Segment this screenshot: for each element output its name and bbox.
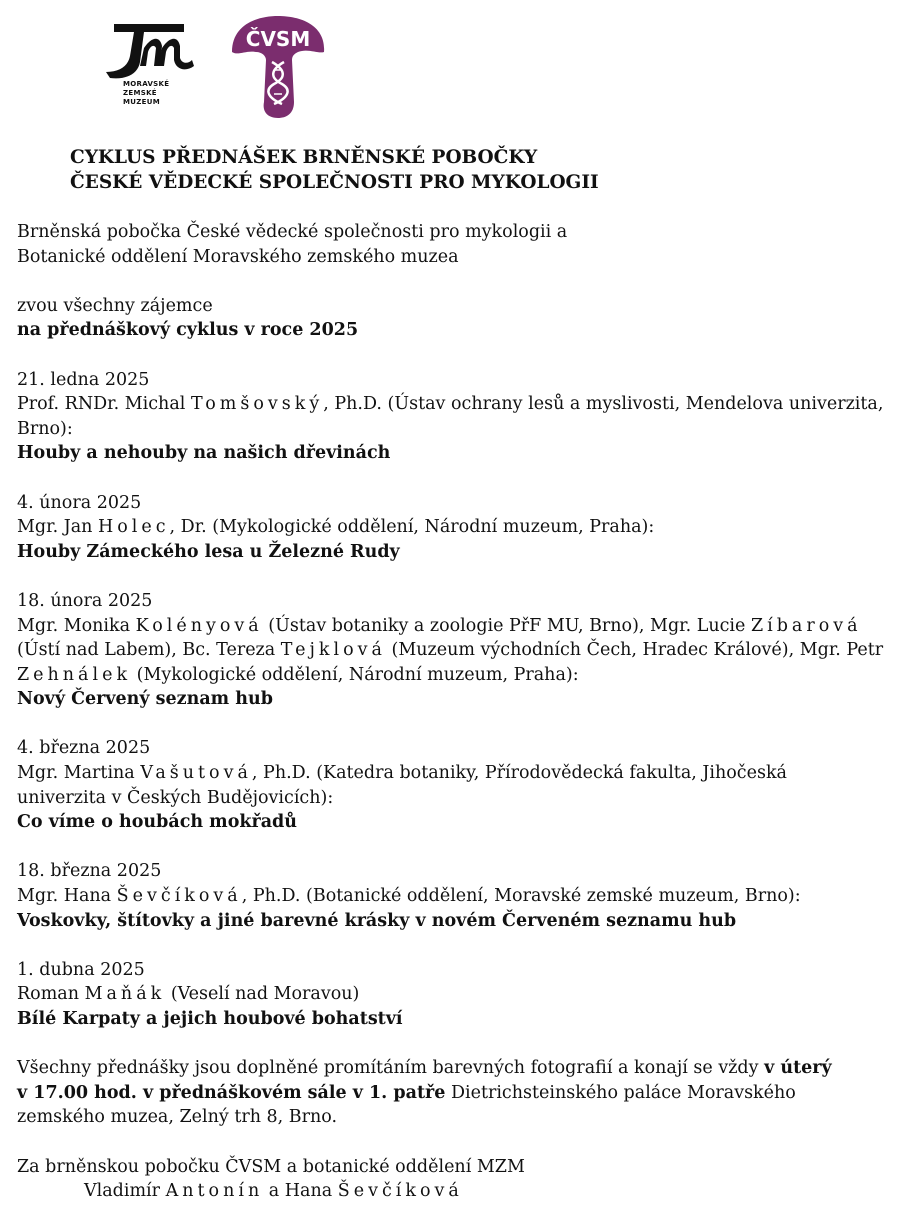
lecture-item [17,859,887,933]
lecture-date: 4. března 2025 [17,738,151,759]
cvsm-logo-text: ČVSM [245,27,311,51]
text-segment: zemského muzea, Zelný trh 8, Brno. [17,1107,338,1128]
spaced-surname: Zehnálek [17,664,132,685]
lecture-item [17,491,887,565]
text-segment: Brno): [17,418,73,439]
text-segment: a Hana [263,1181,338,1202]
lecture-speaker-line [17,884,887,909]
lecture-item [17,736,887,834]
intro-line-1: Brněnská pobočka České vědecké společnosti pro mykologii a [17,222,568,242]
lecture-speaker-line [17,663,887,688]
lecture-title: Voskovky, štítovky a jiné barevné krásky v novém Červeném seznamu hub [17,910,737,931]
mzm-text-line: ZEMSKÉ [123,89,157,97]
lecture-title: Nový Červený seznam hub [17,689,273,710]
text-segment: Mgr. Monika [17,615,136,636]
spaced-surname: Kolényová [135,615,263,636]
text-segment: (Ústí nad Labem), Bc. Tereza [17,640,281,661]
text-segment: , Ph.D. (Katedra botaniky, Přírodovědecká fakulta, Jihočeská [251,763,787,784]
closing-line [17,1105,887,1130]
text-segment: , Ph.D. (Botanické oddělení, Moravské zemské muzeum, Brno): [241,886,801,907]
closing-line [17,1056,887,1081]
lecture-title: Houby Zámeckého lesa u Železné Rudy [17,541,400,562]
cycle-line: na přednáškový cyklus v roce 2025 [17,320,359,341]
spaced-surname: Holec [97,517,170,538]
lecture-item [17,589,887,712]
text-segment: Roman [17,984,85,1005]
closing-line [17,1081,887,1106]
mzm-text-line: MORAVSKÉ [123,80,170,88]
bold-text: v úterý [764,1058,832,1079]
lecture-speaker-line [17,982,887,1007]
spaced-surname: Ševčíková [116,886,242,907]
spaced-surname: Ševčíková [337,1181,463,1202]
text-segment: (Muzeum východních Čech, Hradec Králové), Mgr. Petr [385,640,884,661]
lecture-title: Co víme o houbách mokřadů [17,812,298,833]
lecture-list [17,343,887,1032]
text-segment: Vladimír [84,1181,166,1202]
spaced-surname: Tejklová [280,640,386,661]
lecture-speaker-line [17,417,887,442]
text-segment: (Ústav botaniky a zoologie PřF MU, Brno), Mgr. Lucie [262,615,751,636]
lecture-title: Houby a nehouby na našich dřevinách [17,443,391,464]
document-title [70,145,599,195]
invite-line: zvou všechny zájemce [17,295,213,316]
spaced-surname: Antonín [165,1181,264,1202]
text-segment: Prof. RNDr. Michal [17,394,191,415]
text-segment: Mgr. Hana [17,886,117,907]
signature-line: Za brněnskou pobočku ČVSM a botanické oddělení MZM [17,1156,525,1177]
lecture-speaker-line [17,515,887,540]
mzm-logo-text [123,80,169,107]
lecture-speaker-line [17,638,887,663]
lecture-date: 18. února 2025 [17,590,153,611]
lecture-speaker-line [17,786,887,811]
text-segment: (Veselí nad Moravou) [165,984,360,1005]
lecture-item [17,368,887,466]
closing-paragraph [17,1056,887,1130]
spaced-surname: Zíbarová [750,615,862,636]
lecture-date: 18. března 2025 [17,861,162,882]
lecture-title: Bílé Karpaty a jejich houbové bohatství [17,1009,403,1029]
moravske-zemske-muzeum-logo [100,22,200,122]
document-body [17,220,887,1204]
text-segment: , Dr. (Mykologické oddělení, Národní muzeum, Praha): [169,517,655,538]
text-segment: Mgr. Martina [17,763,141,784]
bold-text: v 17.00 hod. v přednáškovém sále v 1. patře [17,1082,446,1103]
cvsm-logo [228,12,328,120]
lecture-date: 1. dubna 2025 [17,959,145,980]
logos [100,12,340,122]
signature [17,1155,887,1204]
lecture-item [17,958,887,1032]
lecture-speaker-line [17,614,887,639]
intro [17,220,887,343]
title-line-1: CYKLUS PŘEDNÁŠEK BRNĚNSKÉ POBOČKY [70,147,538,168]
title-line-2: ČESKÉ VĚDECKÉ SPOLEČNOSTI PRO MYKOLOGII [70,172,599,193]
text-segment: univerzita v Českých Budějovicích): [17,787,334,808]
text-segment: , Ph.D. (Ústav ochrany lesů a myslivosti, Mendelova univerzita, [323,394,884,415]
mzm-text-line: MUZEUM [123,98,160,106]
cvsm-mushroom-logo [228,12,328,120]
spaced-surname: Tomšovský [190,394,324,415]
spaced-surname: Maňák [84,984,166,1005]
lecture-date: 21. ledna 2025 [17,369,150,390]
text-segment: Mgr. Jan [17,517,98,538]
intro-line-2: Botanické oddělení Moravského zemského muzea [17,246,459,267]
text-segment: (Mykologické oddělení, Národní muzeum, Praha): [131,664,579,685]
lecture-date: 4. února 2025 [17,492,142,513]
signature-names [17,1179,887,1204]
spaced-surname: Vašutová [140,763,252,784]
text-segment: Dietrichsteinského paláce Moravského [445,1082,796,1103]
lecture-speaker-line [17,761,887,786]
text-segment: Všechny přednášky jsou doplněné promítáním barevných fotografií a konají se vždy [17,1058,765,1079]
lecture-speaker-line [17,392,887,417]
mzm-logo-mark [100,22,200,82]
